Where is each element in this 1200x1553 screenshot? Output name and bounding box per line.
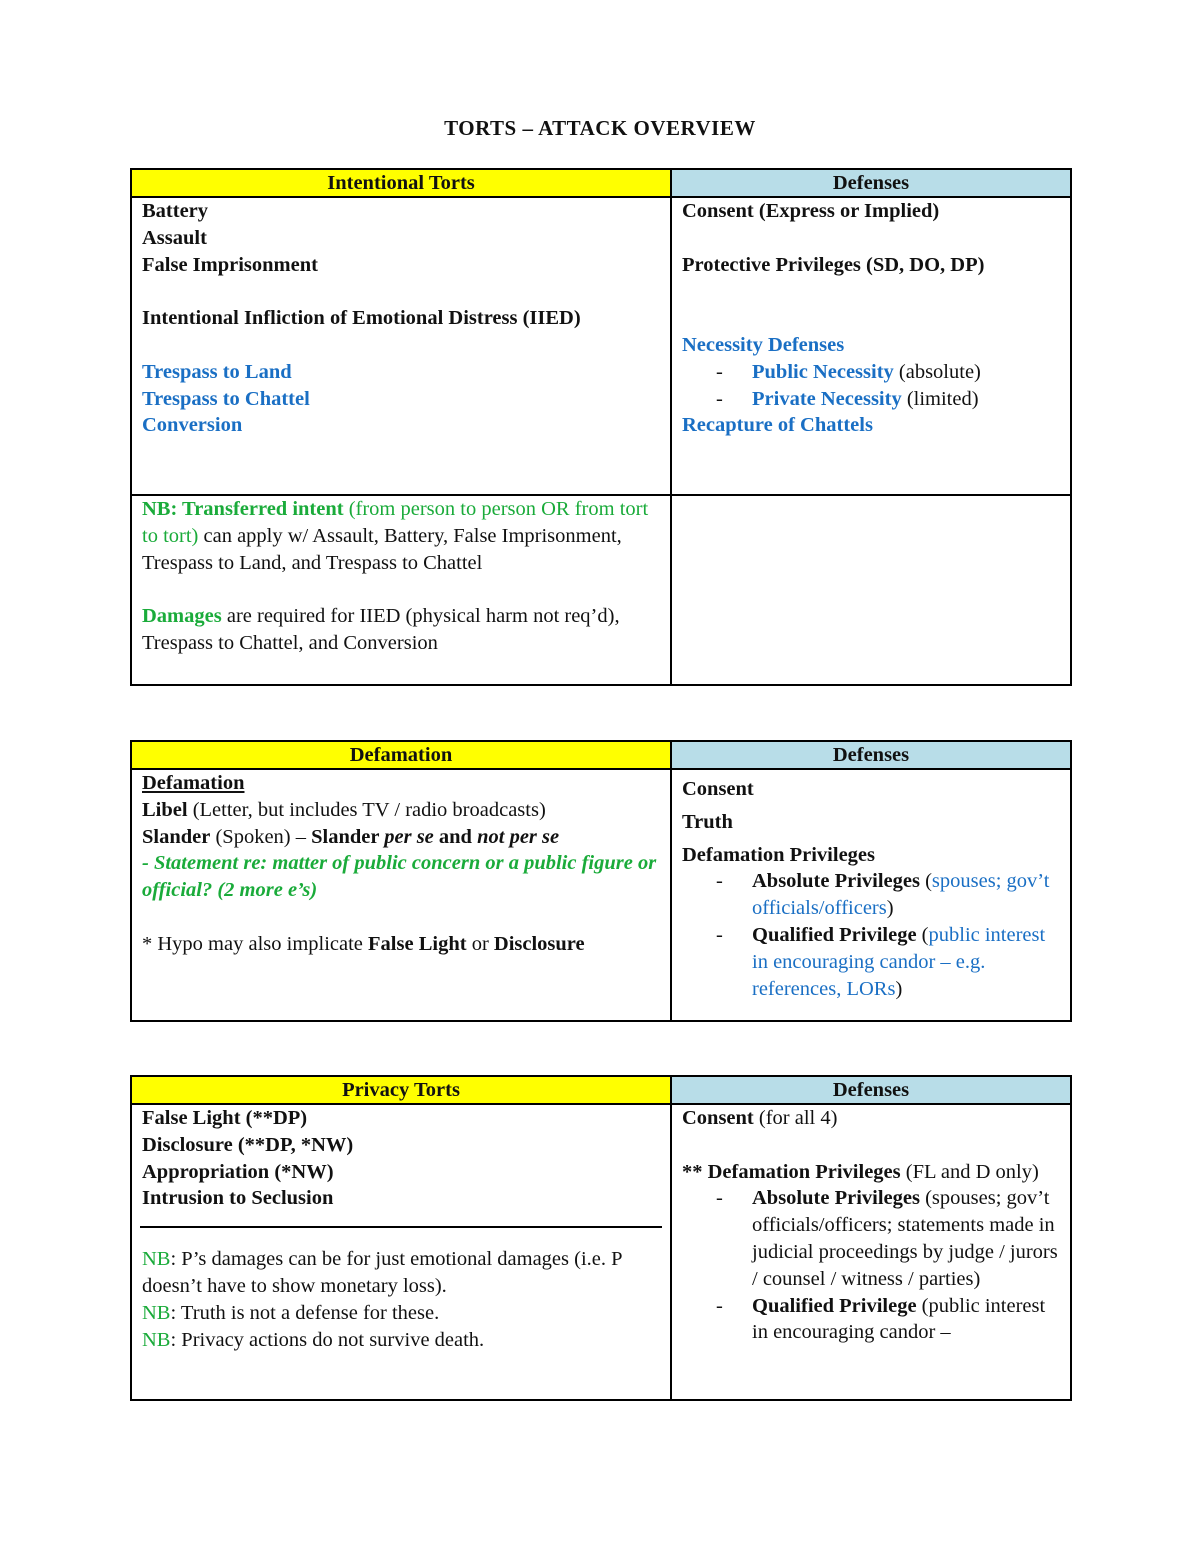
- trespass-to-land: Trespass to Land: [142, 360, 292, 383]
- qualified-privilege-item: - Qualified Privilege (public interest in encouraging candor –: [716, 1294, 1046, 1344]
- false-imprisonment: False Imprisonment: [142, 253, 318, 276]
- defenses-header: Defenses: [671, 1076, 1071, 1104]
- false-light: False Light (**DP): [142, 1107, 308, 1129]
- defamation-table: [130, 740, 1072, 1022]
- protective-privileges: Protective Privileges (SD, DO, DP): [682, 253, 985, 276]
- divider: [140, 1226, 662, 1228]
- slander: Slander (Spoken) – Slander per se and not per se: [142, 825, 560, 848]
- battery: Battery: [142, 200, 209, 222]
- damages-note: Damages are required for IIED (physical harm not req’d), Trespass to Chattel, and Conversion: [142, 605, 620, 654]
- intrusion-to-seclusion: Intrusion to Seclusion: [142, 1187, 334, 1210]
- defenses-header: Defenses: [671, 169, 1071, 197]
- public-necessity-item: - Public Necessity (absolute): [716, 360, 981, 383]
- necessity-defenses: Necessity Defenses: [682, 333, 845, 356]
- qualified-privilege-item: - Qualified Privilege (public interest in encouraging candor – e.g. references, LORs): [716, 923, 1046, 1000]
- absolute-privileges-item: - Absolute Privileges (spouses; gov’t officials/officers): [716, 870, 1050, 920]
- nb-damages: NB: P’s damages can be for just emotional damages (i.e. P doesn’t have to show monetary loss).: [142, 1248, 622, 1297]
- privacy-torts-cell: [131, 1104, 671, 1400]
- privacy-defenses-cell: [671, 1104, 1071, 1400]
- defamation-privileges: ** Defamation Privileges (FL and D only): [682, 1160, 1039, 1183]
- defamation-heading: Defamation: [142, 772, 245, 794]
- iied: Intentional Infliction of Emotional Distress (IIED): [142, 307, 581, 330]
- truth-defense: Truth: [682, 810, 733, 833]
- public-concern-note: - Statement re: matter of public concern or a public figure or official? (2 more e’s): [142, 852, 657, 902]
- intentional-torts-cell: [131, 197, 671, 495]
- intentional-torts-header: Intentional Torts: [131, 169, 671, 197]
- intentional-torts-table: [130, 168, 1072, 686]
- hypo-note: * Hypo may also implicate False Light or Disclosure: [142, 932, 585, 955]
- defenses-cell: [671, 197, 1071, 495]
- nb-truth: NB: Truth is not a defense for these.: [142, 1301, 440, 1324]
- conversion: Conversion: [142, 414, 243, 437]
- consent-defense: Consent: [682, 778, 754, 800]
- recapture-of-chattels: Recapture of Chattels: [682, 414, 873, 437]
- appropriation: Appropriation (*NW): [142, 1160, 334, 1183]
- assault: Assault: [142, 226, 207, 249]
- privacy-torts-header: Privacy Torts: [131, 1076, 671, 1104]
- defamation-header: Defamation: [131, 741, 671, 769]
- transferred-intent-note: NB: Transferred intent (from person to person OR from tort to tort) can apply w/ Assault, Battery, False Imprisonment, Trespass to Land, and Trespass to Chattel Damages are required for IIED (physical harm not req’d), Trespass to Chattel, and Conversion: [131, 495, 671, 685]
- defamation-cell: [131, 769, 671, 1021]
- libel: Libel (Letter, but includes TV / radio broadcasts): [142, 798, 546, 821]
- disclosure: Disclosure (**DP, *NW): [142, 1133, 354, 1156]
- consent-defense: Consent (Express or Implied): [682, 200, 940, 222]
- nb-death: NB: Privacy actions do not survive death.: [142, 1328, 485, 1351]
- page-title: TORTS – ATTACK OVERVIEW: [444, 116, 756, 140]
- private-necessity-item: - Private Necessity (limited): [716, 387, 979, 410]
- privacy-torts-table: [130, 1075, 1072, 1401]
- defamation-privileges: Defamation Privileges: [682, 843, 875, 866]
- defamation-defenses-cell: [671, 769, 1071, 1021]
- trespass-to-chattel: Trespass to Chattel: [142, 387, 310, 410]
- consent-defense: Consent (for all 4): [682, 1107, 838, 1129]
- empty-cell: [671, 495, 1071, 685]
- defenses-header: Defenses: [671, 741, 1071, 769]
- absolute-privileges-item: - Absolute Privileges (spouses; gov’t officials/officers; statements made in judicial proceedings by judge / jurors / counsel / witness / parties): [716, 1187, 1058, 1290]
